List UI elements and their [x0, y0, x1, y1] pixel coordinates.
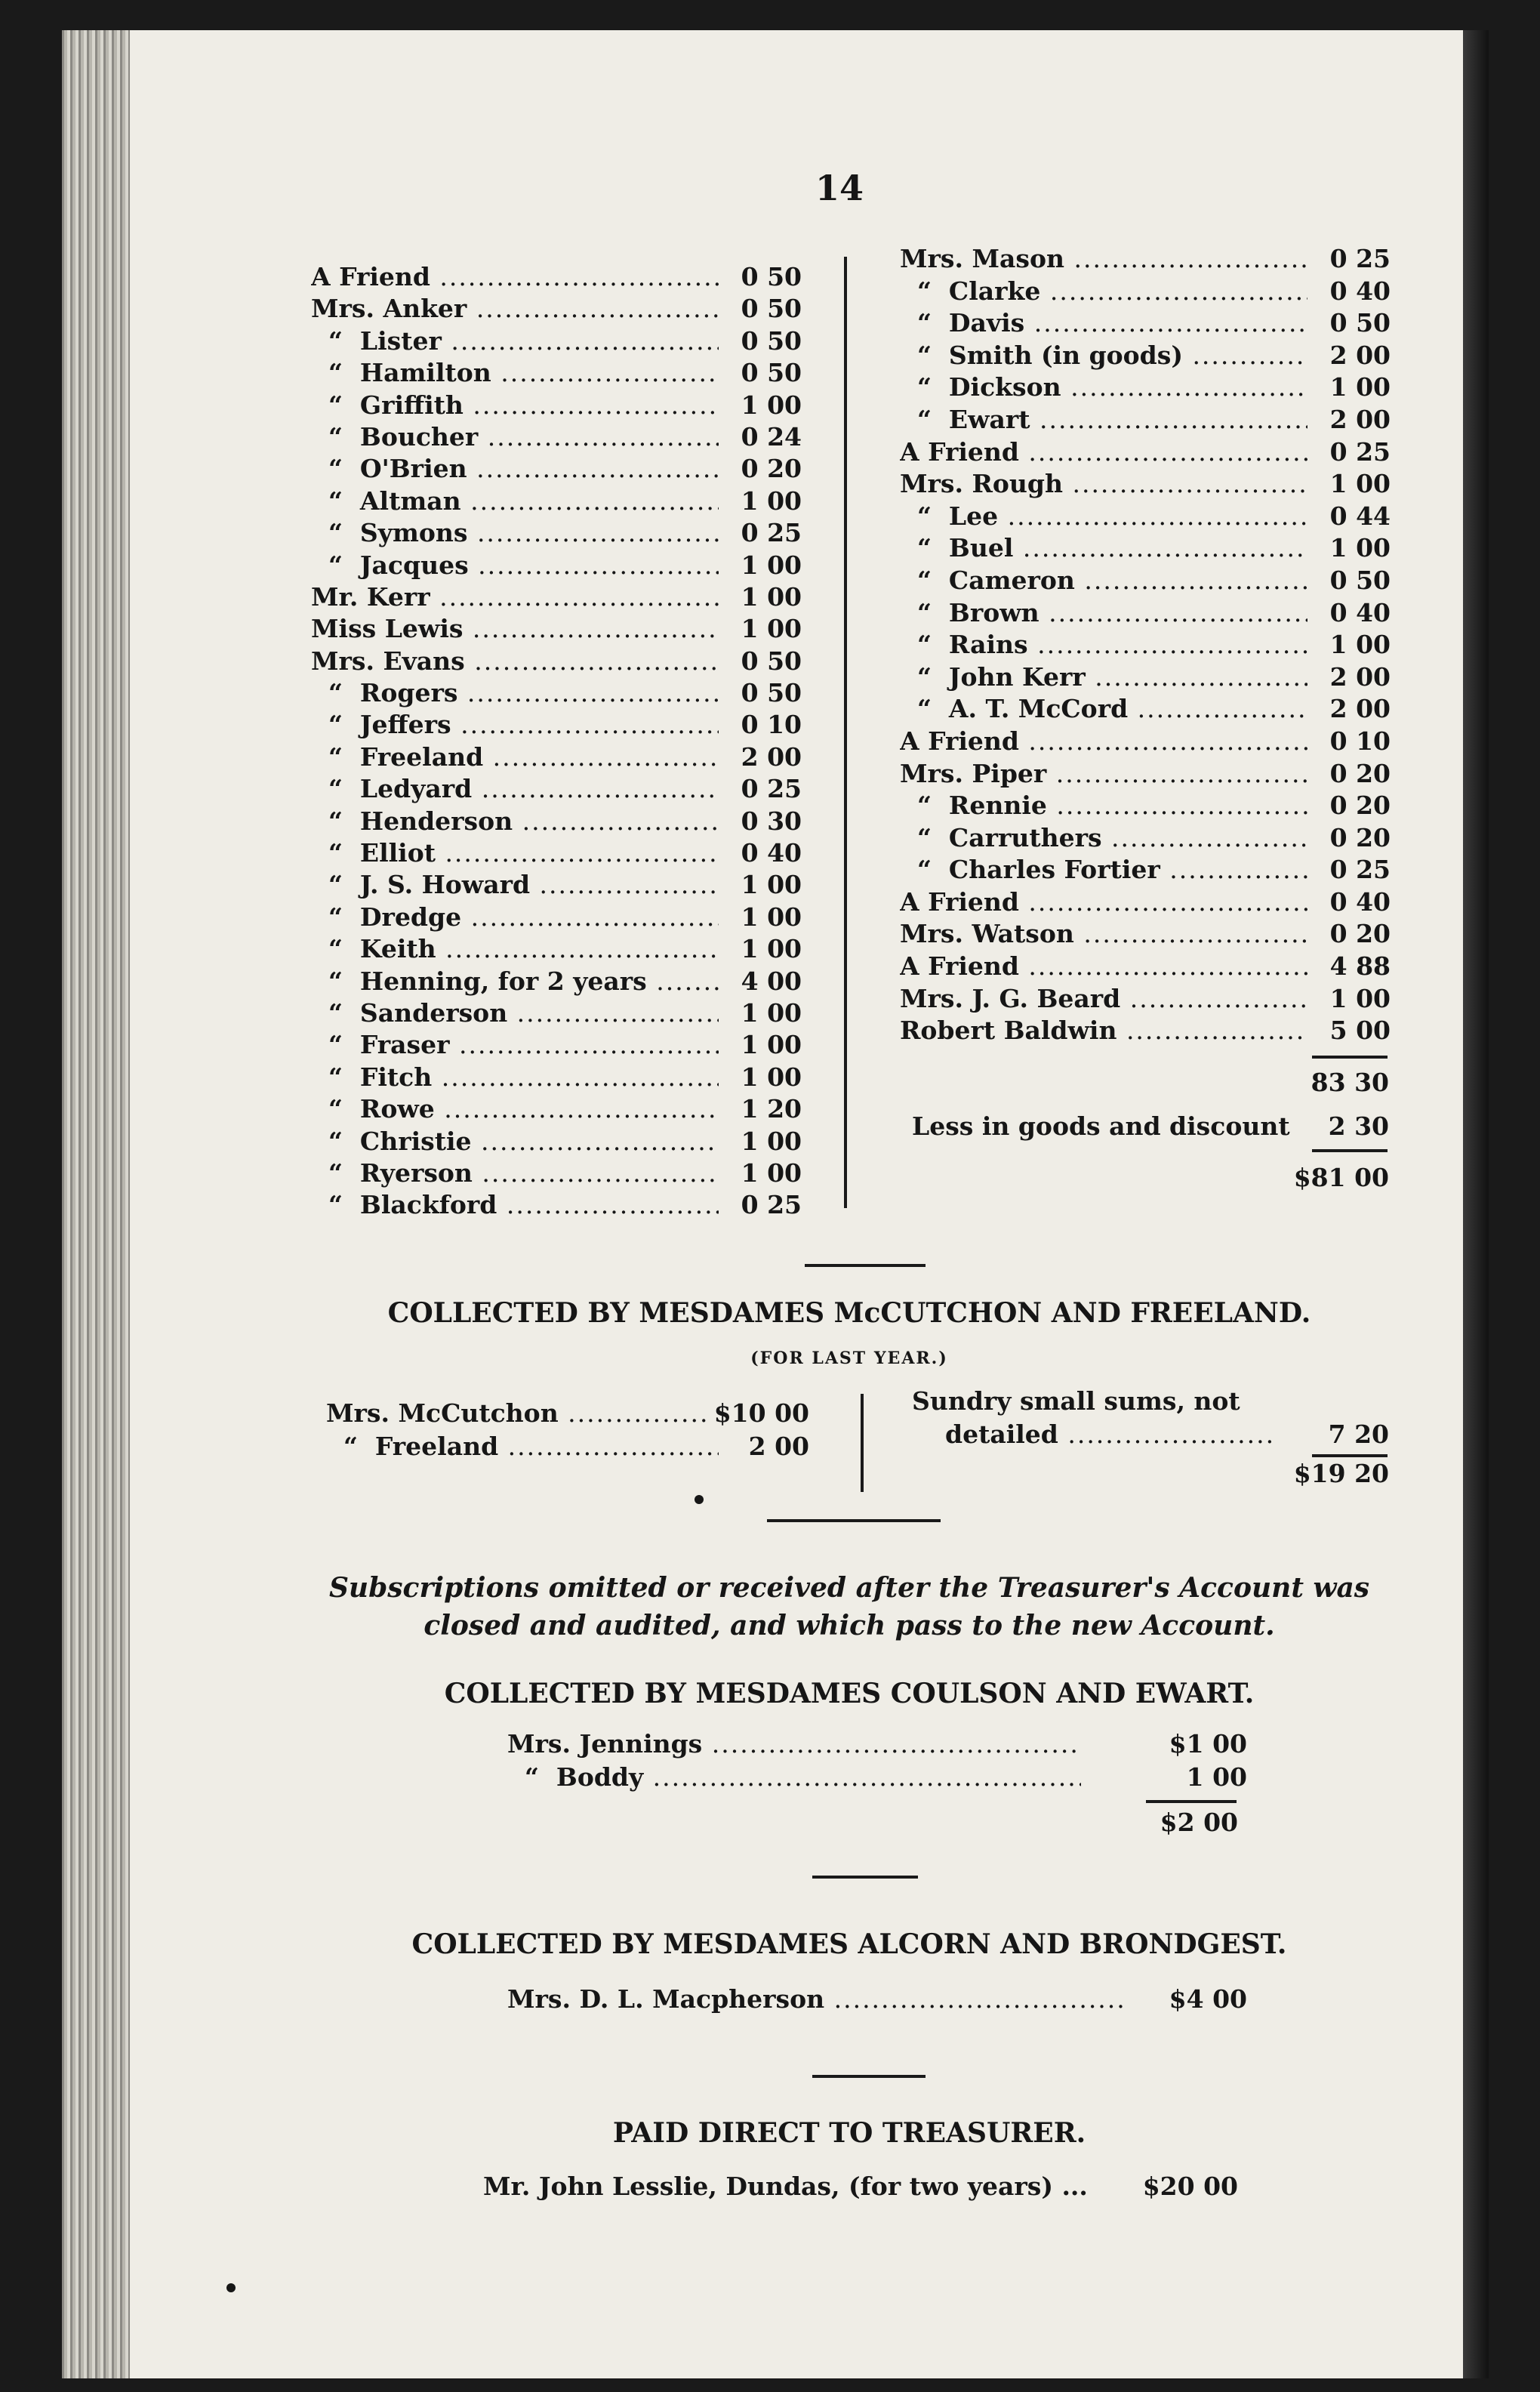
coulson-heading: COLLECTED BY MESDAMES COULSON AND EWART. [444, 1678, 1255, 1709]
contributor-name: “ Lee ..... [900, 501, 1307, 533]
mccutchon-total: $19 20 [1293, 1459, 1389, 1488]
contributor-name: “ Smith (in goods) ..... [900, 340, 1307, 372]
contributor-amount: 0 40 [1311, 597, 1391, 630]
contributor-name: “ A. T. McCord ..... [900, 693, 1307, 726]
contributor-name: “ Lister ..... [311, 325, 719, 357]
contributor-amount: 0 40 [1311, 276, 1391, 308]
contributor-amount: 1 00 [722, 390, 802, 421]
subscription-row [311, 1093, 802, 1125]
contributor-name: “ Clarke ..... [900, 276, 1307, 308]
contributor-name: Mrs. J. G. Beard ..... [900, 983, 1307, 1016]
right-subscription-list [900, 243, 1391, 1047]
subscription-row [311, 902, 802, 933]
page-stack-edge [62, 30, 130, 2378]
contributor-name: “ Blackford ..... [311, 1189, 719, 1221]
contributor-amount: 2 00 [1311, 661, 1391, 694]
contributor-amount: 1 00 [1311, 371, 1391, 404]
treasurer-heading: PAID DIRECT TO TREASURER. [612, 2117, 1086, 2149]
contributor-amount: 1 00 [722, 550, 802, 581]
contributor-name: Mrs. Watson ..... [900, 918, 1307, 951]
contributor-name: A Friend ..... [900, 951, 1307, 983]
contributor-amount: 4 88 [1311, 951, 1391, 983]
subscription-row [900, 532, 1391, 565]
contributor-amount: 0 50 [722, 646, 802, 677]
binding-shadow [1463, 30, 1489, 2378]
contributor-amount: 0 50 [722, 325, 802, 357]
subscription-row [900, 597, 1391, 630]
contributor-amount: 1 00 [1311, 629, 1391, 661]
contributor-name: “ Cameron ..... [900, 565, 1307, 597]
contributor-name: Robert Baldwin ..... [900, 1015, 1307, 1047]
contributor-amount: 0 10 [1311, 726, 1391, 758]
subscription-row [311, 933, 802, 965]
contributor-amount: 1 00 [1311, 468, 1391, 501]
contributor-name: “ Keith ..... [311, 933, 719, 965]
contributor-amount: $20 00 [1142, 2172, 1238, 2201]
subscription-row [900, 918, 1391, 951]
contributor-amount: 0 25 [1311, 436, 1391, 469]
section-separator [805, 1264, 926, 1267]
note-line-1: Subscriptions omitted or received after the Treasurer's Account was [328, 1572, 1370, 1604]
subscription-row [900, 276, 1391, 308]
subscription-row [900, 983, 1391, 1016]
contributor-amount: 5 00 [1311, 1015, 1391, 1047]
subscription-row [900, 758, 1391, 791]
grand-total-amount: $81 00 [1293, 1163, 1389, 1192]
subscription-row [311, 997, 802, 1029]
contributor-amount: 0 10 [722, 709, 802, 741]
section-separator [767, 1519, 941, 1522]
contributor-amount: 0 25 [1311, 243, 1391, 276]
subscription-row [311, 773, 802, 805]
contributor-amount: 0 24 [722, 421, 802, 453]
subscription-row [311, 517, 802, 549]
contributor-amount: 0 25 [722, 517, 802, 549]
total-rule [1312, 1149, 1388, 1152]
contributor-name: “ Boddy ..... [507, 1762, 1081, 1792]
contributor-name: A Friend ..... [900, 436, 1307, 469]
contributor-amount: 0 25 [1311, 854, 1391, 886]
contributor-amount: 4 00 [722, 966, 802, 997]
freeland-row [326, 1432, 809, 1461]
subscription-row [900, 436, 1391, 469]
subscription-row [311, 293, 802, 325]
subscription-row [900, 726, 1391, 758]
contributor-name: “ Henderson ..... [311, 806, 719, 837]
subscription-row [311, 1126, 802, 1157]
contributor-amount: 0 40 [722, 837, 802, 869]
contributor-amount: 1 00 [1182, 1762, 1247, 1792]
subscription-row [900, 565, 1391, 597]
contributor-name: “ Griffith ..... [311, 390, 719, 421]
discount-amount: 2 30 [1328, 1111, 1389, 1141]
alcorn-heading: COLLECTED BY MESDAMES ALCORN AND BRONDGEST. [411, 1928, 1287, 1960]
contributor-name: Mrs. Piper ..... [900, 758, 1307, 791]
contributor-name: “ Elliot ..... [311, 837, 719, 869]
mccutchon-row [326, 1398, 809, 1428]
contributor-amount: 0 50 [722, 261, 802, 293]
subscription-row [311, 869, 802, 901]
subscription-row [900, 501, 1391, 533]
subscription-row [311, 677, 802, 709]
contributor-amount: 0 50 [1311, 565, 1391, 597]
subscription-row [311, 261, 802, 293]
subscription-row [900, 243, 1391, 276]
contributor-name: Mrs. D. L. Macpherson ..... [507, 1984, 1126, 2014]
subscription-row [311, 485, 802, 517]
contributor-amount: 0 20 [1311, 758, 1391, 791]
contributor-name: “ Charles Fortier ..... [900, 854, 1307, 886]
coulson-total-rule [1146, 1800, 1237, 1803]
subscription-row [311, 741, 802, 773]
contributor-name: A Friend ..... [900, 726, 1307, 758]
column-divider [844, 257, 847, 1208]
contributor-amount: 1 00 [722, 1029, 802, 1061]
contributor-amount: 1 00 [722, 485, 802, 517]
contributor-name: “ Dickson ..... [900, 371, 1307, 404]
contributor-name: “ Altman ..... [311, 485, 719, 517]
subscription-row [900, 693, 1391, 726]
subscription-row [311, 709, 802, 741]
contributor-amount: 2 00 [1311, 693, 1391, 726]
contributor-name: “ Rogers ..... [311, 677, 719, 709]
subscription-row [311, 421, 802, 453]
contributor-name: “ Fraser ..... [311, 1029, 719, 1061]
contributor-name: Mrs. Anker ..... [311, 293, 719, 325]
coulson-total: $2 00 [1160, 1808, 1238, 1837]
subscription-row [900, 307, 1391, 340]
mccutchon-divider [861, 1394, 864, 1492]
contributor-name: “ Freeland ..... [311, 741, 719, 773]
subtotal-amount: 83 30 [1311, 1068, 1389, 1097]
subscription-row [900, 661, 1391, 694]
contributor-amount: 0 40 [1311, 886, 1391, 919]
contributor-amount: 0 50 [722, 293, 802, 325]
contributor-amount: 0 50 [722, 357, 802, 389]
contributor-name: Miss Lewis ..... [311, 613, 719, 645]
boddy-row [507, 1762, 1247, 1792]
subscription-row [311, 453, 802, 485]
subscription-row [311, 806, 802, 837]
contributor-amount: 1 00 [722, 1126, 802, 1157]
subscription-row [311, 1189, 802, 1221]
contributor-name: “ Jacques ..... [311, 550, 719, 581]
mccutchon-heading: COLLECTED BY MESDAMES McCUTCHON AND FREELAND. [387, 1297, 1311, 1329]
jennings-row [507, 1729, 1247, 1759]
section-separator [812, 2075, 926, 2078]
contributor-name: “ Rowe ..... [311, 1093, 719, 1125]
contributor-name: “ Sanderson ..... [311, 997, 719, 1029]
contributor-name: Mr. John Lesslie, Dundas, (for two years) ... [483, 2172, 1088, 2201]
contributor-name: “ Fitch ..... [311, 1062, 719, 1093]
contributor-name: “ Hamilton ..... [311, 357, 719, 389]
macpherson-row [507, 1984, 1247, 2014]
contributor-name: “ Henning, for 2 years ..... [311, 966, 719, 997]
contributor-amount: 1 00 [722, 997, 802, 1029]
contributor-amount: 1 00 [722, 613, 802, 645]
contributor-amount: 1 00 [722, 1157, 802, 1189]
subscription-row [900, 854, 1391, 886]
subscription-row [311, 581, 802, 613]
subscription-row [311, 646, 802, 677]
subscription-row [311, 1029, 802, 1061]
contributor-amount: 0 25 [722, 1189, 802, 1221]
contributor-amount: 0 30 [722, 806, 802, 837]
subscription-row [900, 790, 1391, 822]
subscription-row [900, 1015, 1391, 1047]
contributor-amount: 0 50 [722, 677, 802, 709]
contributor-amount: 0 50 [1311, 307, 1391, 340]
contributor-name: “ Dredge ..... [311, 902, 719, 933]
contributor-amount: 2 00 [722, 741, 802, 773]
subscription-row [900, 340, 1391, 372]
contributor-name: Mrs. Mason ..... [900, 243, 1307, 276]
subscription-row [900, 468, 1391, 501]
contributor-amount: 1 00 [722, 933, 802, 965]
contributor-amount: 0 20 [1311, 822, 1391, 855]
subtotal-rule [1312, 1056, 1388, 1059]
sundry-detail-label: detailed ..... [945, 1419, 1277, 1449]
discount-label: Less in goods and discount [912, 1111, 1290, 1141]
subscription-row [311, 550, 802, 581]
contributor-name: Mrs. Jennings ..... [507, 1729, 1081, 1759]
contributor-name: “ Symons ..... [311, 517, 719, 549]
contributor-amount: 1 00 [1311, 983, 1391, 1016]
contributor-name: “ Jeffers ..... [311, 709, 719, 741]
subscription-row [900, 886, 1391, 919]
contributor-amount: 0 20 [1311, 918, 1391, 951]
subscription-row [311, 325, 802, 357]
contributor-name: Mrs. McCutchon ..... [326, 1398, 719, 1428]
subscription-row [900, 404, 1391, 436]
lesslie-row [483, 2172, 1238, 2201]
contributor-amount: 1 00 [722, 902, 802, 933]
sundry-amount: 7 20 [1328, 1419, 1389, 1449]
contributor-amount: 0 25 [722, 773, 802, 805]
subscription-row [311, 1062, 802, 1093]
note-line-2: closed and audited, and which pass to the new Account. [424, 1610, 1275, 1641]
contributor-amount: 2 00 [1311, 404, 1391, 436]
subscription-row [900, 822, 1391, 855]
ink-dot [226, 2283, 236, 2292]
contributor-name: “ Christie ..... [311, 1126, 719, 1157]
contributor-name: “ Brown ..... [900, 597, 1307, 630]
sundry-label: Sundry small sums, not [912, 1386, 1240, 1416]
contributor-amount: 2 00 [744, 1432, 809, 1461]
contributor-amount: 1 00 [1311, 532, 1391, 565]
contributor-name: Mr. Kerr ..... [311, 581, 719, 613]
subscription-row [311, 1157, 802, 1189]
contributor-amount: $10 00 [710, 1398, 809, 1428]
section-separator [812, 1876, 918, 1879]
mccutchon-total-rule [1312, 1454, 1388, 1457]
contributor-name: A Friend ..... [900, 886, 1307, 919]
contributor-name: “ O'Brien ..... [311, 453, 719, 485]
subscription-row [311, 966, 802, 997]
contributor-amount: 1 20 [722, 1093, 802, 1125]
subscription-row [900, 629, 1391, 661]
contributor-name: “ Ewart ..... [900, 404, 1307, 436]
contributor-amount: $4 00 [1165, 1984, 1247, 2014]
contributor-name: “ Ryerson ..... [311, 1157, 719, 1189]
contributor-amount: $1 00 [1165, 1729, 1247, 1759]
subscription-row [900, 371, 1391, 404]
mccutchon-subheading: (FOR LAST YEAR.) [750, 1349, 948, 1368]
subscription-row [311, 357, 802, 389]
contributor-name: Mrs. Rough ..... [900, 468, 1307, 501]
contributor-name: “ Davis ..... [900, 307, 1307, 340]
contributor-amount: 1 00 [722, 869, 802, 901]
contributor-amount: 0 20 [722, 453, 802, 485]
contributor-name: “ John Kerr ..... [900, 661, 1307, 694]
contributor-amount: 1 00 [722, 581, 802, 613]
contributor-name: “ Ledyard ..... [311, 773, 719, 805]
contributor-name: A Friend ..... [311, 261, 719, 293]
contributor-amount: 2 00 [1311, 340, 1391, 372]
contributor-amount: 1 00 [722, 1062, 802, 1093]
contributor-name: “ Rains ..... [900, 629, 1307, 661]
contributor-name: Mrs. Evans ..... [311, 646, 719, 677]
ink-dot [695, 1495, 704, 1504]
subscription-row [311, 837, 802, 869]
page-number: 14 [815, 168, 864, 208]
contributor-name: “ Boucher ..... [311, 421, 719, 453]
contributor-name: “ Rennie ..... [900, 790, 1307, 822]
subscription-row [311, 613, 802, 645]
contributor-name: “ Buel ..... [900, 532, 1307, 565]
contributor-amount: 0 20 [1311, 790, 1391, 822]
subscription-row [311, 390, 802, 421]
left-subscription-list [311, 261, 802, 1222]
contributor-amount: 0 44 [1311, 501, 1391, 533]
subscription-row [900, 951, 1391, 983]
contributor-name: “ J. S. Howard ..... [311, 869, 719, 901]
contributor-name: “ Carruthers ..... [900, 822, 1307, 855]
contributor-name: “ Freeland ..... [326, 1432, 719, 1461]
